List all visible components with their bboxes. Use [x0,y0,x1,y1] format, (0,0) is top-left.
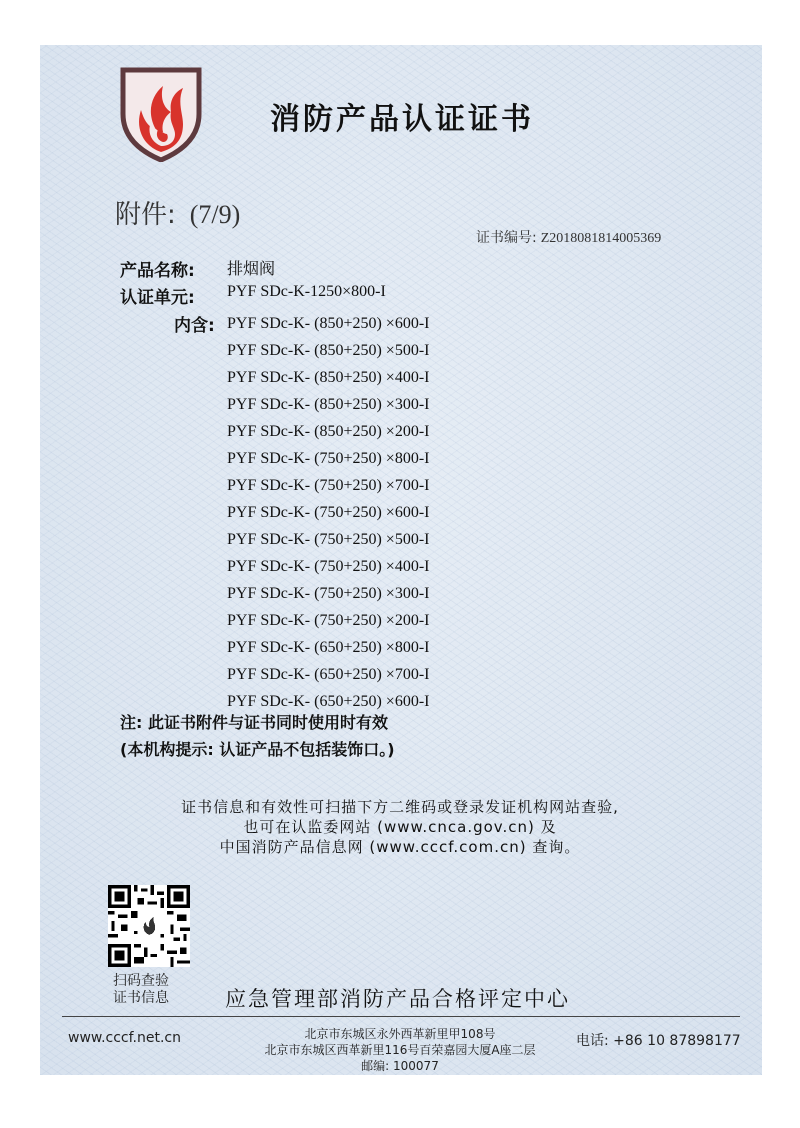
model-item: PYF SDc-K- (850+250) ×200-I [227,423,430,440]
fire-logo-icon [117,62,205,162]
model-item: PYF SDc-K- (750+250) ×700-I [227,477,430,494]
model-item: PYF SDc-K- (850+250) ×400-I [227,369,430,386]
info-line-2: 也可在认监委网站 (www.cnca.gov.cn) 及 [243,818,557,836]
decor-note: (本机构提示: 认证产品不包括装饰口。) [120,740,395,759]
model-item: PYF SDc-K- (650+250) ×700-I [227,666,430,683]
model-item: PYF SDc-K- (750+250) ×800-I [227,450,430,467]
footer-website-link[interactable]: www.cccf.net.cn [68,1030,181,1046]
model-item: PYF SDc-K- (650+250) ×800-I [227,639,430,656]
product-name-label: 产品名称: [120,261,195,281]
footer-divider [62,1016,740,1017]
qr-caption-2: 证书信息 [113,990,169,1006]
model-item: PYF SDc-K- (750+250) ×400-I [227,558,430,575]
certificate-number-label: 证书编号: [476,230,537,246]
footer-phone: 电话: +86 10 87898177 [576,1033,741,1049]
certificate-number [476,227,661,247]
info-line-3: 中国消防产品信息网 (www.cccf.com.cn) 查询。 [219,838,581,856]
model-list [227,310,429,715]
model-item: PYF SDc-K- (750+250) ×600-I [227,504,430,521]
model-item: PYF SDc-K- (750+250) ×500-I [227,531,430,548]
contains-label: 内含: [174,316,215,336]
cert-unit-label: 认证单元: [120,288,195,308]
model-item: PYF SDc-K- (750+250) ×300-I [227,585,430,602]
qr-code-icon[interactable] [108,885,190,967]
model-item: PYF SDc-K- (850+250) ×300-I [227,396,430,413]
model-item: PYF SDc-K- (650+250) ×600-I [227,693,430,710]
cert-unit-value: PYF SDc-K-1250×800-I [227,283,386,300]
model-item: PYF SDc-K- (750+250) ×200-I [227,612,430,629]
product-name-value: 排烟阀 [227,259,276,278]
footer-address-2: 北京市东城区西革新里116号百荣嘉园大厦A座二层 [264,1043,536,1057]
page-title: 消防产品认证证书 [270,102,534,137]
attachment-number: (7/9) [189,200,241,229]
footer-postcode: 邮编: 100077 [361,1059,439,1073]
model-item: PYF SDc-K- (850+250) ×500-I [227,342,430,359]
attachment-label: 附件: [115,200,176,230]
validity-note: 注: 此证书附件与证书同时使用时有效 [120,713,388,732]
qr-caption-1: 扫码查验 [113,973,169,989]
info-line-1: 证书信息和有效性可扫描下方二维码或登录发证机构网站查验, [181,798,619,816]
footer-address-1: 北京市东城区永外西革新里甲108号 [304,1027,496,1041]
attachment-index [115,194,240,231]
certificate-number-value: Z2018081814005369 [540,231,662,246]
issuer-name: 应急管理部消防产品合格评定中心 [225,987,570,1011]
model-item: PYF SDc-K- (850+250) ×600-I [227,315,430,332]
